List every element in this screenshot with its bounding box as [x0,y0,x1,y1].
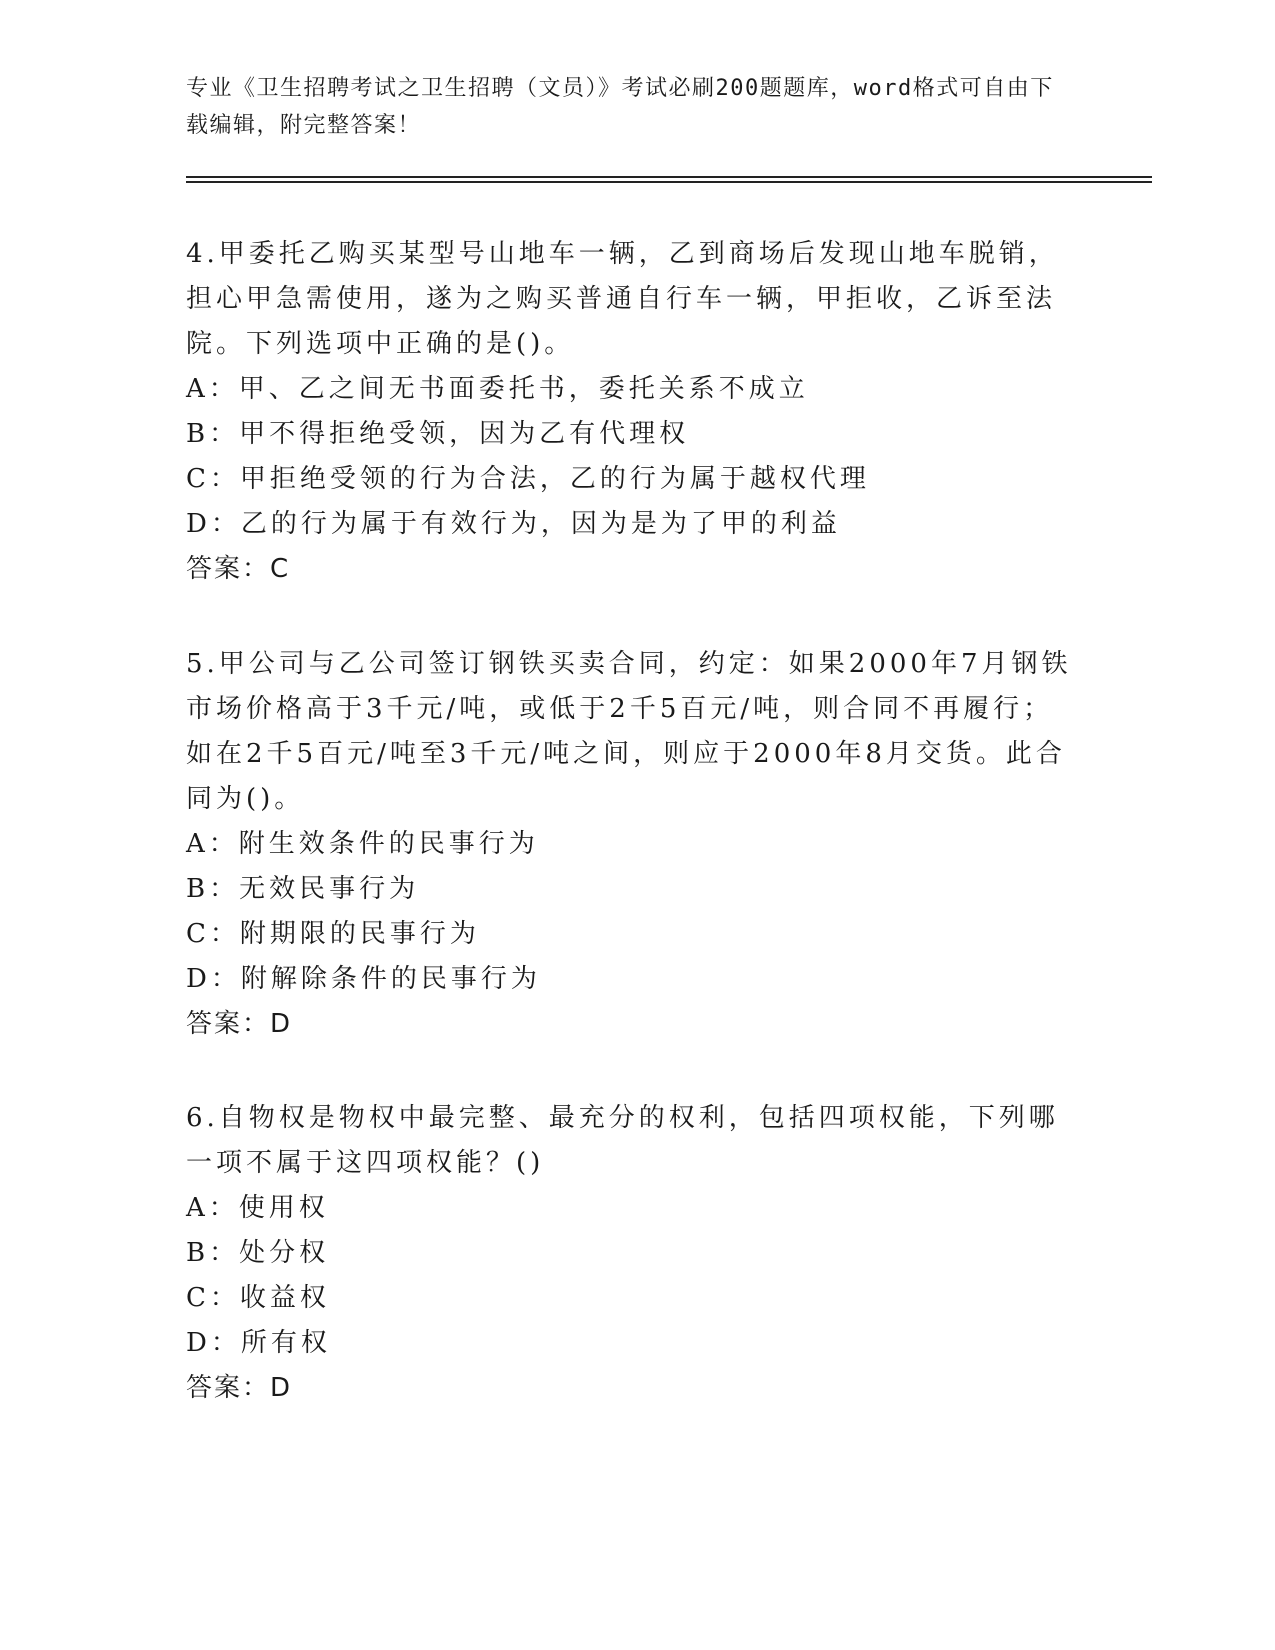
answer: 答案：C [186,554,291,584]
answer: 答案：D [186,1009,293,1039]
question-text: 4.甲委托乙购买某型号山地车一辆，乙到商场后发现山地车脱销，担心甲急需使用，遂为之购买普通自行车一辆，甲拒收，乙诉至法院。下列选项中正确的是()。 [186,239,1059,359]
header-divider-bottom [186,181,1152,183]
option-a: A：甲、乙之间无书面委托书，委托关系不成立 [186,374,809,404]
question-text: 5.甲公司与乙公司签订钢铁买卖合同，约定：如果2000年7月钢铁市场价格高于3千元/吨，或低于2千5百元/吨，则合同不再履行；如在2千5百元/吨至3千元/吨之间，则应于2000年8月交货。此合同为()。 [186,649,1072,814]
option-a: A：使用权 [186,1193,329,1223]
option-b: B：无效民事行为 [186,874,420,904]
document-header: 专业《卫生招聘考试之卫生招聘（文员）》考试必刷200题题库，word格式可自由下载编辑，附完整答案！ [186,76,1054,138]
option-b: B：处分权 [186,1238,330,1268]
question-6 [186,1096,1076,1411]
question-5 [186,642,1076,1047]
question-text: 6.自物权是物权中最完整、最充分的权利，包括四项权能，下列哪一项不属于这四项权能？() [186,1103,1059,1178]
answer: 答案：D [186,1373,293,1403]
option-a: A：附生效条件的民事行为 [186,829,539,859]
header-divider-top [186,176,1152,178]
option-c: C：收益权 [186,1283,330,1313]
question-4 [186,232,1076,592]
option-d: D：附解除条件的民事行为 [186,964,541,994]
option-d: D：乙的行为属于有效行为，因为是为了甲的利益 [186,509,841,539]
option-c: C：甲拒绝受领的行为合法，乙的行为属于越权代理 [186,464,870,494]
option-c: C：附期限的民事行为 [186,919,480,949]
option-b: B：甲不得拒绝受领，因为乙有代理权 [186,419,690,449]
option-d: D：所有权 [186,1328,331,1358]
